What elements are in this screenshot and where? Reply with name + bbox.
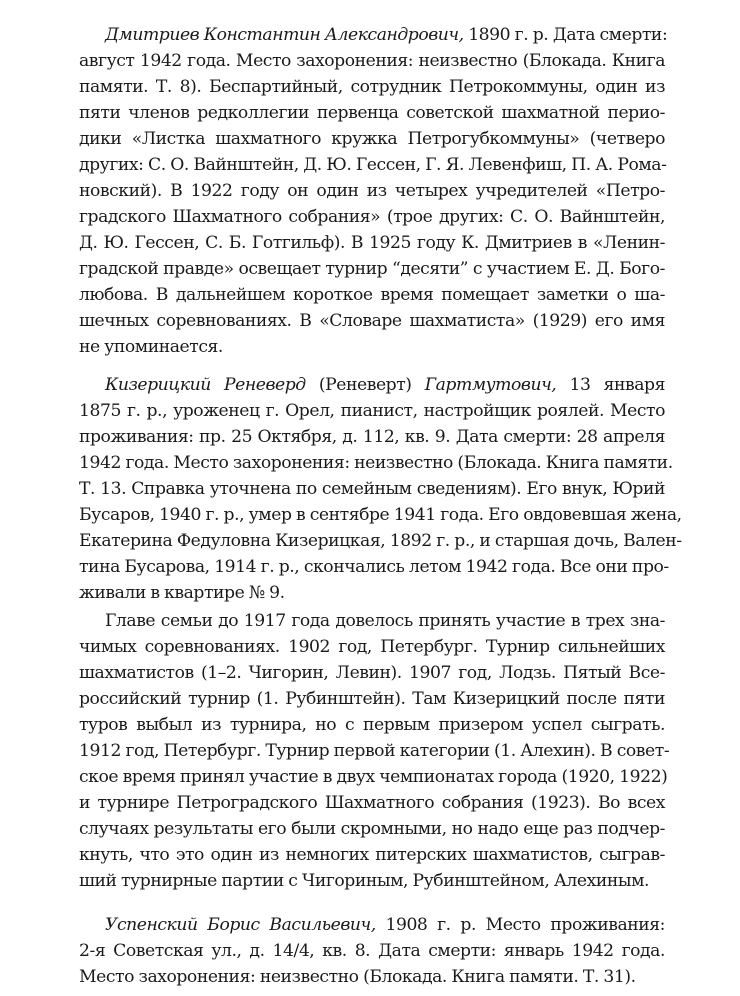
text-line: любова. В дальнейшем короткое время помещает заметки о ша- — [79, 285, 665, 305]
text-line: живали в квартире № 9. — [79, 583, 285, 603]
text-line: других: С. О. Вайнштейн, Д. Ю. Гессен, Г. Я. Левенфиш, П. А. Рома- — [79, 155, 667, 175]
text-line: пяти членов редколлегии первенца советской шахматной перио- — [79, 103, 665, 123]
entry-dmitriev — [79, 22, 668, 360]
text-line: случаях результаты его были скромными, но надо еще раз подчер- — [79, 819, 665, 839]
text-line: шечных соревнованиях. В «Словаре шахматиста» (1929) его имя — [79, 311, 665, 331]
text-line: чимых соревнованиях. 1902 год, Петербург. Турнир сильнейших — [79, 637, 665, 657]
entry-kizeritsky — [79, 372, 682, 606]
text-line: российский турнир (1. Рубинштейн). Там Кизерицкий после пяти — [79, 689, 665, 709]
person-patronymic: Гартмутович, — [424, 375, 557, 395]
text-line: август 1942 года. Место захоронения: неизвестно (Блокада. Книга — [79, 51, 665, 71]
text-line: Главе семьи до 1917 года довелось принять участие в трех зна- — [105, 611, 665, 631]
text-line: новский). В 1922 году он один из четырех учредителей «Петро- — [79, 181, 665, 201]
text-line: шахматистов (1–2. Чигорин, Левин). 1907 год, Лодзь. Пятый Все- — [79, 663, 665, 683]
text-line: не упоминается. — [79, 337, 223, 357]
person-name: Успенский Борис Васильевич, — [105, 915, 376, 935]
text-line: ское время принял участие в двух чемпионатах города (1920, 1922) — [79, 767, 668, 787]
text-line: градской правде» освещает турнир “десяти” с участием Е. Д. Бого- — [79, 259, 665, 279]
entry-uspensky — [79, 912, 665, 990]
paragraph-tournaments — [79, 608, 670, 894]
text-line: дики «Листка шахматного кружка Петрогубкоммуны» (четверо — [79, 129, 665, 149]
text-line: ший турнирные партии с Чигориным, Рубинштейном, Алехиным. — [79, 871, 650, 891]
text-line: памяти. Т. 8). Беспартийный, сотрудник Петрокоммуны, один из — [79, 77, 665, 97]
text-line: 1875 г. р., уроженец г. Орел, пианист, настройщик роялей. Место — [79, 401, 665, 421]
text-line: градского Шахматного собрания» (трое других: С. О. Вайнштейн, — [79, 207, 665, 227]
text-line: Дмитриев Константин Александрович, 1890 г. р. Дата смерти: — [105, 25, 668, 45]
text-line: Д. Ю. Гессен, С. Б. Готгильф). В 1925 году К. Дмитриев в «Ленин- — [79, 233, 665, 253]
text-line: кнуть, что это один из немногих питерских шахматистов, сыграв- — [79, 845, 665, 865]
text-line: 1912 год, Петербург. Турнир первой категории (1. Алехин). В совет- — [79, 741, 670, 761]
text-line: Место захоронения: неизвестно (Блокада. Книга памяти. Т. 31). — [79, 967, 636, 987]
text-line: туров выбыл из турнира, но с первым призером успел сыграть. — [79, 715, 665, 735]
person-name: Дмитриев Константин Александрович, — [105, 25, 464, 45]
text-line: проживания: пр. 25 Октября, д. 112, кв. 9. Дата смерти: 28 апреля — [79, 427, 665, 447]
text-line: 1942 года. Место захоронения: неизвестно (Блокада. Книга памяти. — [79, 453, 673, 473]
text-line: 2-я Советская ул., д. 14/4, кв. 8. Дата смерти: январь 1942 года. — [79, 941, 665, 961]
text-line: и турнире Петроградского Шахматного собрания (1923). Во всех — [79, 793, 665, 813]
person-name: Кизерицкий Реневерд — [105, 375, 306, 395]
text-line: Успенский Борис Васильевич, 1908 г. р. Место проживания: — [105, 915, 665, 935]
text-line: Бусаров, 1940 г. р., умер в сентябре 1941 года. Его овдовевшая жена, — [79, 505, 682, 525]
text-line: Т. 13. Справка уточнена по семейным сведениям). Его внук, Юрий — [79, 479, 665, 499]
document-page — [79, 22, 682, 990]
text-line: Екатерина Федуловна Кизерицкая, 1892 г. р., и старшая дочь, Вален- — [79, 531, 682, 551]
text-line: Кизерицкий Реневерд (Реневерт) Гартмутович, 13 января — [105, 375, 665, 395]
text-line: тина Бусарова, 1914 г. р., скончались летом 1942 года. Все они про- — [79, 557, 669, 577]
